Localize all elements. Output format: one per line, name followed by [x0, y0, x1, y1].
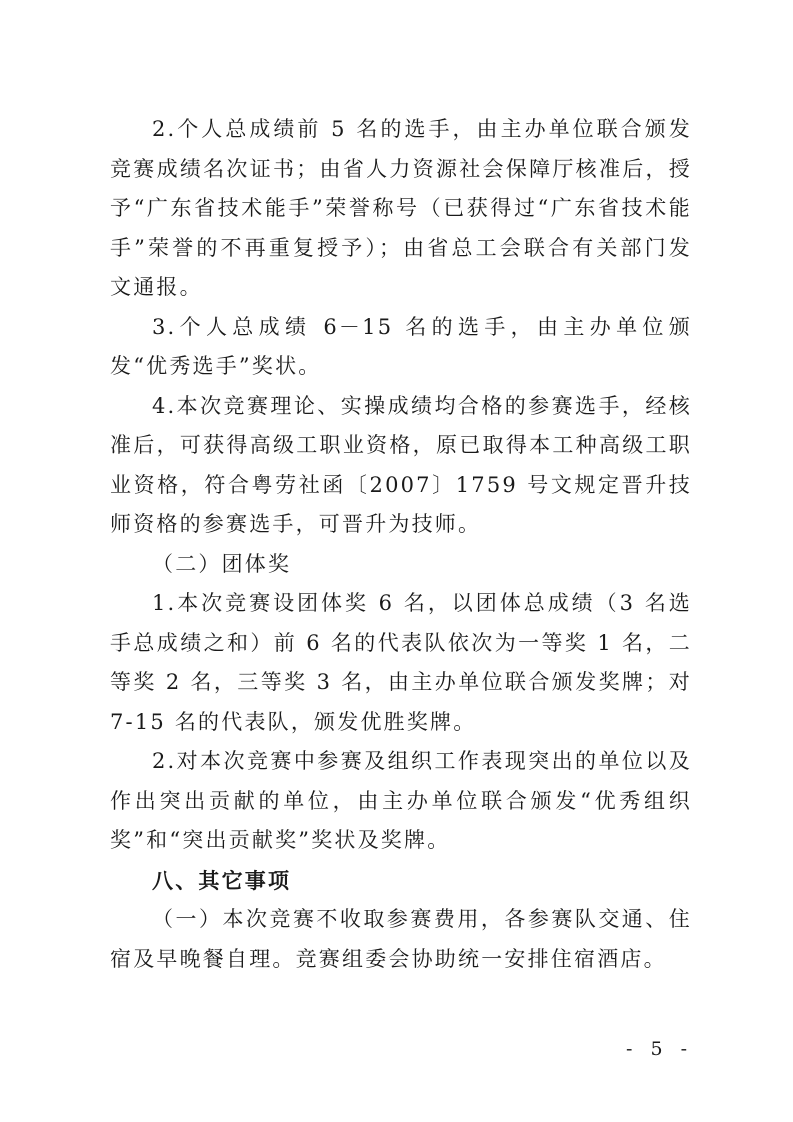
- paragraph-qualification: 4.本次竞赛理论、实操成绩均合格的参赛选手，经核准后，可获得高级工职业资格，原已取得本工种高级工职业资格，符合粤劳社函〔2007〕1759 号文规定晋升技师资格的参赛选手，可晋升为技师。: [110, 393, 692, 536]
- paragraph-team-award: 1.本次竞赛设团体奖 6 名，以团体总成绩（3 名选手总成绩之和）前 6 名的代表队依次为一等奖 1 名，二等奖 2 名，三等奖 3 名，由主办单位联合颁发奖牌；对 7-15 名的代表队，颁发优胜奖牌。: [110, 591, 692, 734]
- paragraph-individual-top5: 2.个人总成绩前 5 名的选手，由主办单位联合颁发竞赛成绩名次证书；由省人力资源社会保障厅核准后，授予“广东省技术能手”荣誉称号（已获得过“广东省技术能手”荣誉的不再重复授予）；由省总工会联合有关部门发文通报。: [110, 117, 692, 299]
- paragraph-individual-6-15: 3.个人总成绩 6－15 名的选手，由主办单位颁发“优秀选手”奖状。: [110, 314, 692, 378]
- paragraph-organization-award: 2.对本次竞赛中参赛及组织工作表现突出的单位以及作出突出贡献的单位，由主办单位联合颁发“优秀组织奖”和“突出贡献奖”奖状及奖牌。: [110, 749, 692, 852]
- body-text: [110, 110, 692, 979]
- page-number: - 5 -: [625, 1038, 693, 1060]
- paragraph-fees-lodging: （一）本次竞赛不收取参赛费用，各参赛队交通、住宿及早晚餐自理。竞赛组委会协助统一安排住宿酒店。: [110, 907, 692, 971]
- subheading-team-award: （二）团体奖: [152, 551, 292, 576]
- section-heading-other-matters: 八、其它事项: [152, 867, 292, 893]
